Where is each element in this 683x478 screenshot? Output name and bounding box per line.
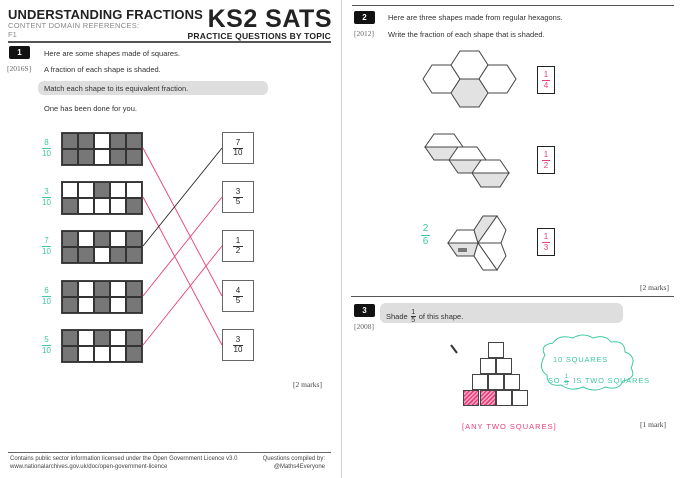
question-year-3: [2008] <box>354 322 374 331</box>
answer-c-den: 3 <box>543 242 549 252</box>
cloud-frac-den: 5 <box>564 380 570 388</box>
q2-instruction: Write the fraction of each shape that is shaded. <box>388 30 545 39</box>
q1-line1: Here are some shapes made of squares. <box>44 49 180 58</box>
annotation-num: 3 <box>44 187 49 196</box>
annotation-num: 8 <box>44 138 49 147</box>
cloud-line1: 10 SQUARES <box>553 355 609 364</box>
brand-title: KS2 SATS <box>207 5 332 33</box>
annotation-den: 10 <box>42 296 51 306</box>
answer-b-num: 1 <box>543 150 549 160</box>
annotation-num: 6 <box>44 286 49 295</box>
q1-line2: A fraction of each shape is shaded. <box>44 65 161 74</box>
q1-marks: [2 marks] <box>293 380 322 389</box>
q3-frac-num: 1 <box>411 309 416 316</box>
fraction-num: 3 <box>235 334 241 344</box>
annotation-den: 10 <box>42 345 51 355</box>
annotation-num: 7 <box>44 236 49 245</box>
footer-credit-handle: @Maths4Everyone <box>273 464 325 470</box>
cloud-frac-num: 1 <box>564 373 570 380</box>
q3-marks: [1 mark] <box>640 420 667 429</box>
footer-credit-line1: Questions compiled by: <box>262 456 325 462</box>
fraction-num: 1 <box>235 235 241 245</box>
answer-a-den: 4 <box>543 80 549 90</box>
q1-note: One has been done for you. <box>44 104 137 113</box>
answer-b-den: 2 <box>543 160 549 170</box>
question-year-1: [2016S] <box>7 64 32 73</box>
fraction-num: 7 <box>235 137 241 147</box>
annotation-den: 10 <box>42 246 51 256</box>
cloud-line2 <box>548 374 650 388</box>
cloud-fraction <box>564 374 569 388</box>
domain-label: CONTENT DOMAIN REFERENCES: <box>8 21 140 30</box>
domain-code: F1 <box>8 30 17 39</box>
annotation-num: 2 <box>422 223 429 234</box>
cloud-line2-post: IS TWO SQUARES <box>573 376 650 386</box>
fraction-den: 5 <box>235 296 241 306</box>
footer-licence-line1: Contains public sector information licensed under the Open Government Licence v3.0 <box>10 456 238 462</box>
fraction-num: 4 <box>235 285 241 295</box>
fraction-den: 5 <box>235 197 241 207</box>
question-year-2: [2012] <box>354 29 374 38</box>
brand-subtitle: PRACTICE QUESTIONS BY TOPIC <box>187 31 331 41</box>
q3-instruction-pre: Shade <box>386 311 408 321</box>
annotation-den: 6 <box>422 235 429 247</box>
answer-a-num: 1 <box>543 70 549 80</box>
question-badge-3: 3 <box>354 304 375 317</box>
q3-answer-note: [ANY TWO SQUARES] <box>462 422 557 431</box>
question-badge-1: 1 <box>9 46 30 59</box>
cloud-line2-pre: SO <box>548 376 561 386</box>
footer-licence-link[interactable]: www.nationalarchives.gov.uk/doc/open-government-licence <box>10 464 168 470</box>
fraction-den: 10 <box>233 345 243 355</box>
q1-instruction: Match each shape to its equivalent fraction. <box>44 84 189 93</box>
annotation-den: 10 <box>42 148 51 158</box>
annotation-den: 10 <box>42 197 51 207</box>
q2-marks: [2 marks] <box>640 283 669 292</box>
q2-line1: Here are three shapes made from regular hexagons. <box>388 13 563 22</box>
answer-c-num: 1 <box>543 232 549 242</box>
question-badge-2: 2 <box>354 11 375 24</box>
fraction-num: 3 <box>235 186 241 196</box>
q3-instruction-post: of this shape. <box>418 311 464 321</box>
fraction-den: 10 <box>233 148 243 158</box>
fraction-den: 2 <box>235 246 241 256</box>
q3-frac-den: 5 <box>411 316 416 324</box>
annotation-num: 5 <box>44 335 49 344</box>
worksheet-title: UNDERSTANDING FRACTIONS <box>8 7 203 22</box>
